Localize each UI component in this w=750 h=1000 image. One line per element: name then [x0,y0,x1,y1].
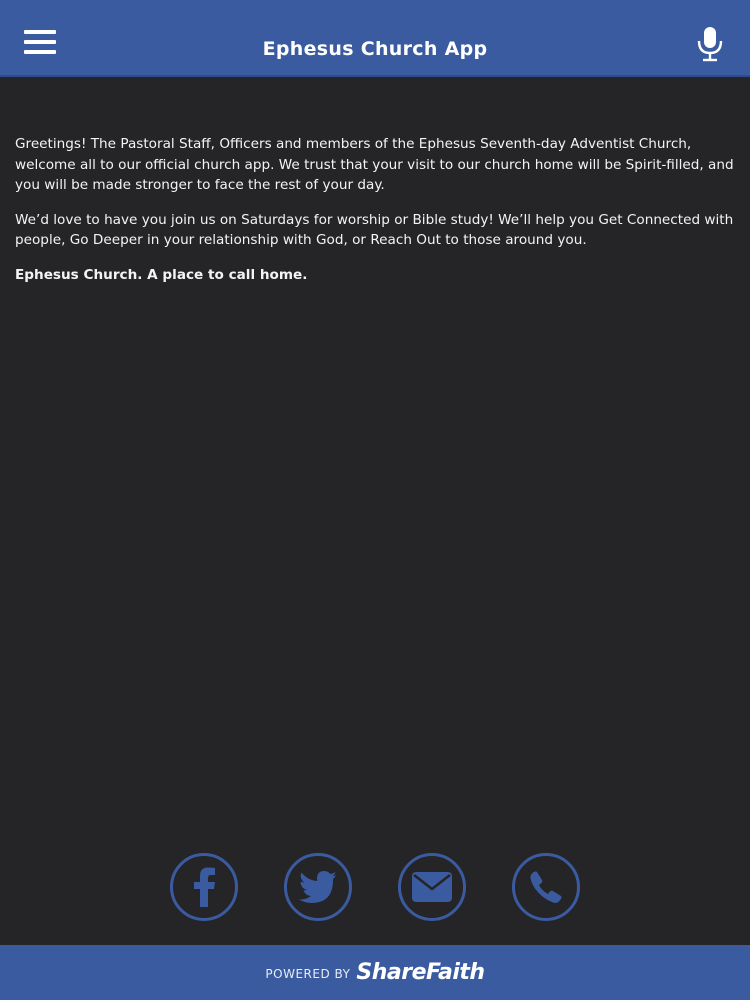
invitation-paragraph: We’d love to have you join us on Saturdays for worship or Bible study! We’ll help you Get Connected with people, Go Deeper in your relationship with God, or Reach Out to those around you. [15,211,734,248]
app-header [0,0,750,77]
microphone-icon [696,26,724,62]
email-button[interactable] [398,853,466,921]
tagline: Ephesus Church. A place to call home. [15,266,308,283]
facebook-button[interactable] [170,853,238,921]
powered-by-label: POWERED BY [265,967,351,981]
footer [0,945,750,1000]
twitter-button[interactable] [284,853,352,921]
welcome-content [15,134,737,299]
page-title: Ephesus Church App [262,38,488,60]
sharefaith-logo[interactable]: ShareFaith [356,960,485,985]
welcome-paragraph: Greetings! The Pastoral Staff, Officers and members of the Ephesus Seventh-day Adventist Church, welcome all to our official church app. We trust that your visit to our church home will be Spirit-filled, and you will be made stronger to face the rest of your day. [15,136,734,193]
facebook-icon [190,867,218,907]
phone-icon [529,870,563,904]
twitter-icon [299,871,337,903]
microphone-button[interactable] [696,26,724,62]
hamburger-menu-icon [24,30,56,34]
email-icon [412,872,452,902]
phone-button[interactable] [512,853,580,921]
social-buttons [0,853,750,923]
